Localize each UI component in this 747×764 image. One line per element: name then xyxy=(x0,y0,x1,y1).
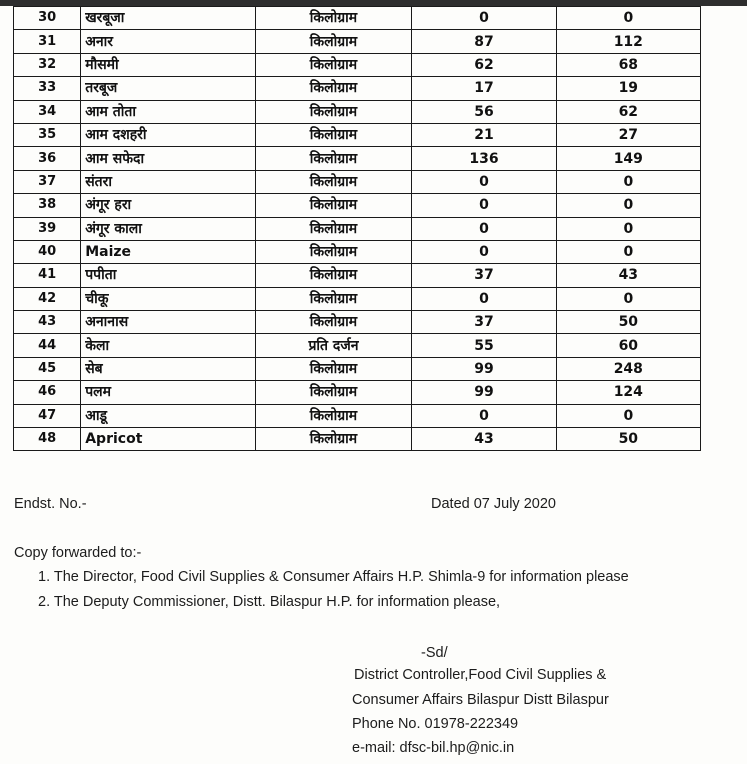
serial-number-cell: 32 xyxy=(14,53,81,76)
table-row xyxy=(14,381,701,404)
serial-number-cell: 31 xyxy=(14,30,81,53)
previous-rate-cell: 56 xyxy=(412,100,556,123)
unit-cell: किलोग्राम xyxy=(255,53,412,76)
previous-rate-cell: 62 xyxy=(412,53,556,76)
serial-number-cell: 46 xyxy=(14,381,81,404)
serial-number-cell: 42 xyxy=(14,287,81,310)
copy-heading: Copy forwarded to:- xyxy=(14,545,142,561)
signature-sd: -Sd/ xyxy=(421,645,448,661)
previous-rate-cell: 87 xyxy=(412,30,556,53)
current-rate-cell: 27 xyxy=(556,123,700,146)
unit-cell: किलोग्राम xyxy=(255,428,412,451)
serial-number-cell: 41 xyxy=(14,264,81,287)
item-name-cell: संतरा xyxy=(81,170,255,193)
table-row xyxy=(14,7,701,30)
item-name-cell: पलम xyxy=(81,381,255,404)
item-name-cell: अंगूर काला xyxy=(81,217,255,240)
item-name-cell: पपीता xyxy=(81,264,255,287)
table-row xyxy=(14,123,701,146)
item-name-cell: Apricot xyxy=(81,428,255,451)
item-name-cell: सेब xyxy=(81,357,255,380)
serial-number-cell: 38 xyxy=(14,194,81,217)
unit-cell: किलोग्राम xyxy=(255,311,412,334)
signature-phone: Phone No. 01978-222349 xyxy=(352,716,519,732)
table-row xyxy=(14,428,701,451)
current-rate-cell: 0 xyxy=(556,194,700,217)
serial-number-cell: 34 xyxy=(14,100,81,123)
copy-item-2: 2. The Deputy Commissioner, Distt. Bilaspur H.P. for information please, xyxy=(38,594,501,610)
previous-rate-cell: 0 xyxy=(412,194,556,217)
item-name-cell: खरबूजा xyxy=(81,7,255,30)
serial-number-cell: 48 xyxy=(14,428,81,451)
current-rate-cell: 149 xyxy=(556,147,700,170)
table-row xyxy=(14,30,701,53)
current-rate-cell: 0 xyxy=(556,217,700,240)
current-rate-cell: 43 xyxy=(556,264,700,287)
previous-rate-cell: 37 xyxy=(412,264,556,287)
item-name-cell: चीकू xyxy=(81,287,255,310)
current-rate-cell: 50 xyxy=(556,428,700,451)
endorsement-number: Endst. No.- xyxy=(14,496,87,512)
table-row xyxy=(14,334,701,357)
item-name-cell: मौसमी xyxy=(81,53,255,76)
current-rate-cell: 68 xyxy=(556,53,700,76)
previous-rate-cell: 37 xyxy=(412,311,556,334)
current-rate-cell: 0 xyxy=(556,404,700,427)
table-row xyxy=(14,287,701,310)
serial-number-cell: 33 xyxy=(14,77,81,100)
previous-rate-cell: 55 xyxy=(412,334,556,357)
serial-number-cell: 36 xyxy=(14,147,81,170)
item-name-cell: आम तोता xyxy=(81,100,255,123)
item-name-cell: तरबूज xyxy=(81,77,255,100)
previous-rate-cell: 17 xyxy=(412,77,556,100)
current-rate-cell: 112 xyxy=(556,30,700,53)
unit-cell: किलोग्राम xyxy=(255,357,412,380)
previous-rate-cell: 0 xyxy=(412,287,556,310)
unit-cell: किलोग्राम xyxy=(255,147,412,170)
copy-item-1: 1. The Director, Food Civil Supplies & Consumer Affairs H.P. Shimla-9 for information please xyxy=(38,569,629,585)
table-row xyxy=(14,100,701,123)
item-name-cell: अंगूर हरा xyxy=(81,194,255,217)
table-row xyxy=(14,147,701,170)
serial-number-cell: 40 xyxy=(14,240,81,263)
unit-cell: किलोग्राम xyxy=(255,77,412,100)
previous-rate-cell: 0 xyxy=(412,217,556,240)
previous-rate-cell: 136 xyxy=(412,147,556,170)
serial-number-cell: 43 xyxy=(14,311,81,334)
endorsement-date: Dated 07 July 2020 xyxy=(431,496,556,512)
table-row xyxy=(14,170,701,193)
signature-designation-line-1: District Controller,Food Civil Supplies & xyxy=(354,667,607,683)
table-row xyxy=(14,53,701,76)
item-name-cell: अनानास xyxy=(81,311,255,334)
unit-cell: किलोग्राम xyxy=(255,217,412,240)
serial-number-cell: 30 xyxy=(14,7,81,30)
previous-rate-cell: 0 xyxy=(412,404,556,427)
current-rate-cell: 19 xyxy=(556,77,700,100)
unit-cell: किलोग्राम xyxy=(255,240,412,263)
unit-cell: किलोग्राम xyxy=(255,100,412,123)
unit-cell: किलोग्राम xyxy=(255,404,412,427)
table-row xyxy=(14,194,701,217)
unit-cell: प्रति दर्जन xyxy=(255,334,412,357)
current-rate-cell: 0 xyxy=(556,287,700,310)
item-name-cell: आम दशहरी xyxy=(81,123,255,146)
table-row xyxy=(14,357,701,380)
unit-cell: किलोग्राम xyxy=(255,287,412,310)
price-table-body xyxy=(14,7,701,451)
previous-rate-cell: 99 xyxy=(412,381,556,404)
serial-number-cell: 37 xyxy=(14,170,81,193)
previous-rate-cell: 0 xyxy=(412,7,556,30)
current-rate-cell: 248 xyxy=(556,357,700,380)
current-rate-cell: 62 xyxy=(556,100,700,123)
table-row xyxy=(14,404,701,427)
previous-rate-cell: 43 xyxy=(412,428,556,451)
current-rate-cell: 50 xyxy=(556,311,700,334)
serial-number-cell: 44 xyxy=(14,334,81,357)
previous-rate-cell: 99 xyxy=(412,357,556,380)
table-row xyxy=(14,264,701,287)
current-rate-cell: 0 xyxy=(556,170,700,193)
unit-cell: किलोग्राम xyxy=(255,264,412,287)
serial-number-cell: 35 xyxy=(14,123,81,146)
signature-email: e-mail: dfsc-bil.hp@nic.in xyxy=(352,740,515,756)
current-rate-cell: 0 xyxy=(556,240,700,263)
unit-cell: किलोग्राम xyxy=(255,30,412,53)
table-row xyxy=(14,217,701,240)
current-rate-cell: 60 xyxy=(556,334,700,357)
serial-number-cell: 47 xyxy=(14,404,81,427)
item-name-cell: Maize xyxy=(81,240,255,263)
previous-rate-cell: 21 xyxy=(412,123,556,146)
item-name-cell: आडू xyxy=(81,404,255,427)
item-name-cell: आम सफेदा xyxy=(81,147,255,170)
serial-number-cell: 45 xyxy=(14,357,81,380)
price-table xyxy=(13,6,701,451)
current-rate-cell: 0 xyxy=(556,7,700,30)
table-row xyxy=(14,77,701,100)
previous-rate-cell: 0 xyxy=(412,240,556,263)
unit-cell: किलोग्राम xyxy=(255,7,412,30)
unit-cell: किलोग्राम xyxy=(255,123,412,146)
unit-cell: किलोग्राम xyxy=(255,194,412,217)
previous-rate-cell: 0 xyxy=(412,170,556,193)
current-rate-cell: 124 xyxy=(556,381,700,404)
unit-cell: किलोग्राम xyxy=(255,170,412,193)
unit-cell: किलोग्राम xyxy=(255,381,412,404)
table-row xyxy=(14,240,701,263)
table-row xyxy=(14,311,701,334)
item-name-cell: अनार xyxy=(81,30,255,53)
serial-number-cell: 39 xyxy=(14,217,81,240)
signature-designation-line-2: Consumer Affairs Bilaspur Distt Bilaspur xyxy=(352,692,609,708)
item-name-cell: केला xyxy=(81,334,255,357)
